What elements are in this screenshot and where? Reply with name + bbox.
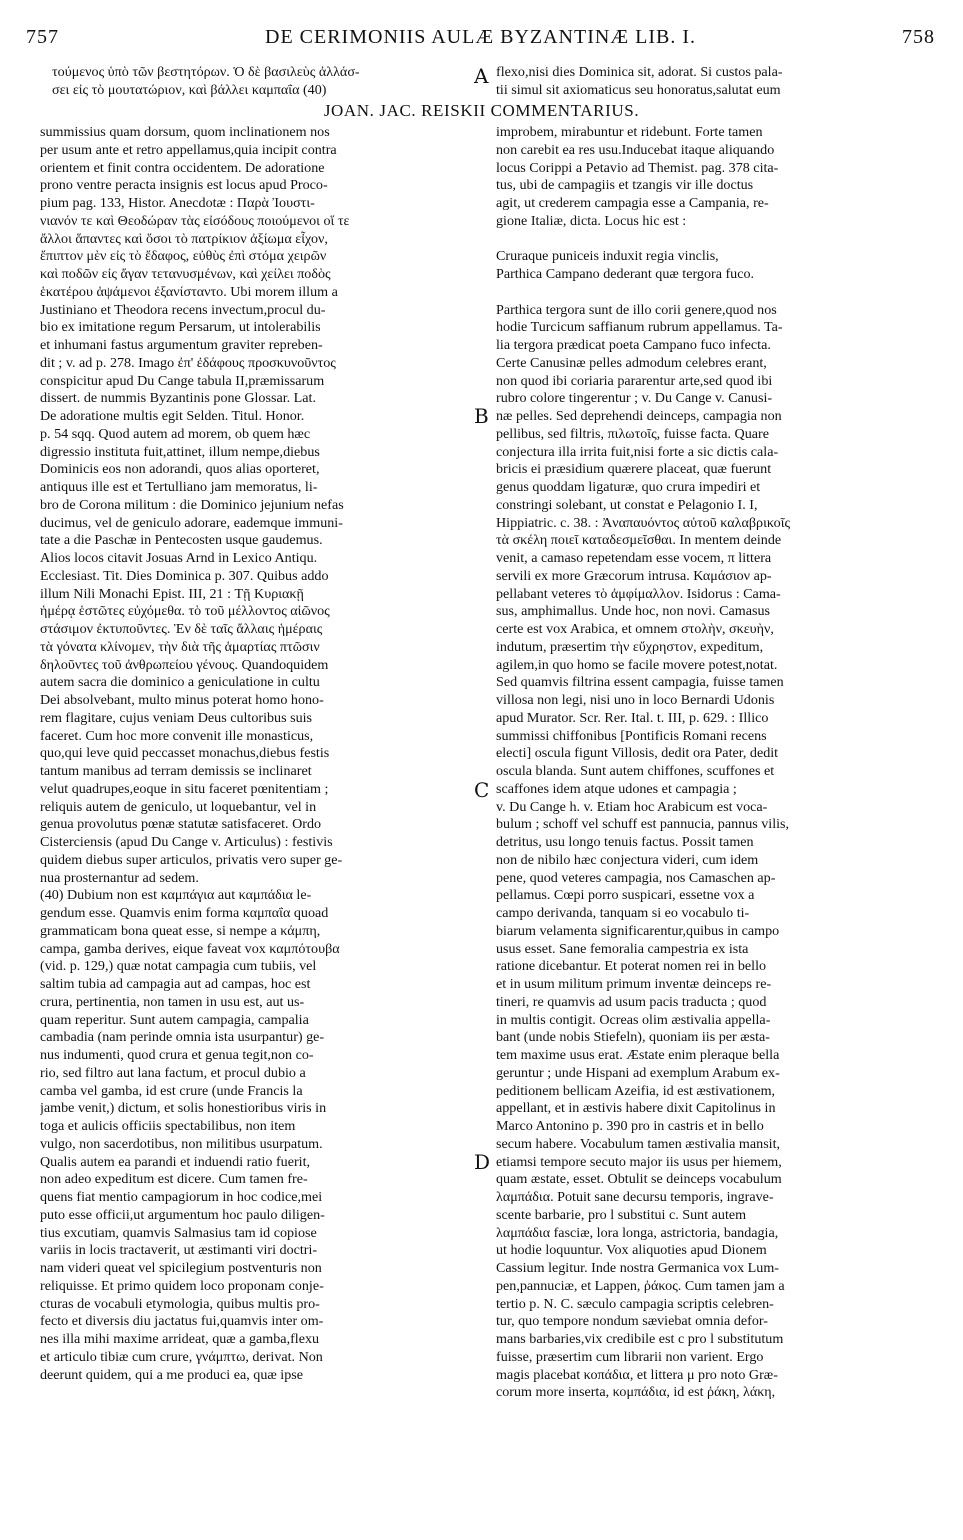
- text-line: genus quoddam ligaturæ, quo crura impediri et: [496, 479, 761, 495]
- text-line: Certe Canusinæ pelles admodum celebres erant,: [496, 354, 767, 371]
- text-line: Qualis autem ea parandi et induendi ratio fuerit,: [40, 1153, 311, 1170]
- text-line: locus Corippi a Petavio ad Themist. pag. 378 cita-: [496, 159, 779, 176]
- text-line: cambadia (nam perinde omnia ista usurpantur) ge-: [40, 1029, 325, 1046]
- margin-mark-b: B: [474, 404, 489, 428]
- text-line: [496, 231, 926, 249]
- text-line: apud Murator. Scr. Rer. Ital. t. III, p. 629. : Illico: [496, 709, 769, 726]
- text-line: grammaticam bona queat esse, si nempe a κάμπη,: [40, 922, 321, 939]
- text-line: tantum manibus ad terram demissis se inclinaret: [40, 763, 312, 779]
- text-line: Cassium legitur. Inde nostra Germanica vox Lum-: [496, 1260, 779, 1276]
- text-line: crura, pertinentia, non tamen in usu est, aut us-: [40, 993, 305, 1010]
- text-line: orientem et finit contra occidentem. De adoratione: [40, 159, 325, 176]
- commentary-column-left: [40, 124, 472, 1384]
- text-line: tur, quo tempore nondum sæviebat omnia defor-: [496, 1313, 768, 1330]
- text-line: (vid. p. 129,) quæ notat campagia cum tubiis, vel: [40, 958, 317, 975]
- text-line: digressio instituta fuit,attinet, illum nempe,diebus: [40, 443, 320, 460]
- page-number-right: 758: [902, 26, 935, 48]
- text-line: per usum ante et retro appellamus,quia incipit contra: [40, 141, 337, 158]
- text-line: νιανόν τε καὶ Θεοδώραν τὰς εἰσόδους ποιούμενοι οἵ τε: [40, 212, 350, 229]
- text-line: et inhumani fastus argumentum graviter repreben-: [40, 337, 323, 353]
- text-line: peditionem bellicam Azeifia, id est æstivationem,: [496, 1082, 776, 1099]
- text-line: næ pelles. Sed deprehendi deinceps, campagia non: [496, 408, 782, 424]
- text-line: ducimus, vel de geniculo adorare, eademque immuni-: [40, 514, 343, 531]
- text-line: geruntur ; unde Hispani ad exemplum Arabum ex-: [496, 1064, 780, 1081]
- text-line: ἑκατέρου ἁψάμενοι ἐξανίσταντο. Ubi morem illum a: [40, 283, 338, 300]
- text-line: quens fiat mentio campagiorum in hoc codice,mei: [40, 1189, 323, 1205]
- text-line: τὰ σκέλη ποιεῖ καταδεσμεῖσθαι. In mentem deinde: [496, 532, 782, 549]
- page-number-left: 757: [26, 26, 59, 48]
- text-line: pellamus. Cœpi porro suspicari, essetne vox a: [496, 887, 755, 904]
- text-line: Alios locos citavit Josuas Arnd in Lexico Antiqu.: [40, 550, 318, 566]
- text-line: toga et aulicis officiis spectabilibus, non item: [40, 1118, 296, 1134]
- text-line: gendum esse. Quamvis enim forma καμπαΐα quoad: [40, 905, 329, 921]
- text-line: nus indumenti, quod crura et genua tegit,non co-: [40, 1047, 314, 1063]
- text-line: Parthica tergora sunt de illo corii genere,quod nos: [496, 301, 777, 318]
- text-line: (40) Dubium non est καμπάγια aut καμπάδια le-: [40, 887, 312, 904]
- text-line: ἔπιπτον μὲν εἰς τὸ ἔδαφος, εὐθὺς ἐπὶ στόμα χειρῶν: [40, 248, 327, 265]
- text-line: quo,qui leve quid peccasset monachus,diebus festis: [40, 745, 330, 762]
- text-line: et in usum militum primum inventæ deinceps re-: [496, 976, 772, 992]
- text-line: autem sacra die dominico a geniculatione in cultu: [40, 674, 320, 691]
- text-line: et articulo tibiæ cum crure, γνάμπτω, derivat. Non: [40, 1348, 323, 1365]
- text-line: certe est vox Arabica, et omnem στολὴν, σκευὴν,: [496, 621, 774, 637]
- text-line: agit, ut crederem campagia esse a Campania, re-: [496, 195, 769, 211]
- text-line: ut hodie loquuntur. Vox aliquoties apud Dionem: [496, 1242, 767, 1259]
- text-line: velut quadrupes,eoque in situ faceret pœnitentiam ;: [40, 780, 329, 797]
- text-line: electi] oscula figunt Villosis, dedit ora Pater, dedit: [496, 745, 779, 762]
- text-line: magis placebat κοπάδια, et littera μ pro noto Græ-: [496, 1366, 778, 1383]
- text-line: cturas de vocabuli etymologia, quibus multis pro-: [40, 1295, 320, 1312]
- text-line: bio ex imitatione regum Persarum, ut intolerabilis: [40, 319, 321, 336]
- text-line: agilem,in quo homo se facile movere potest,notat.: [496, 656, 778, 673]
- text-line: conspicitur apud Du Cange tabula II,præmissarum: [40, 372, 325, 389]
- text-line: in multis contigit. Ocreas olim æstivalia appella-: [496, 1011, 771, 1028]
- text-line: dit ; v. ad p. 278. Imago ἐπ' ἐδάφους προσκυνοῦντος: [40, 354, 336, 371]
- text-line: illum Nili Monachi Epist. III, 21 : Τῇ Κυριακῇ: [40, 585, 304, 602]
- text-line: oscula blanda. Sunt autem chiffones, scuffones et: [496, 763, 775, 779]
- text-line: reliquis autem de geniculo, ut loquebantur, vel in: [40, 798, 317, 815]
- text-line: λαμπάδια fasciæ, lora longa, astrictoria, bandagia,: [496, 1224, 779, 1241]
- margin-mark-c: C: [474, 778, 490, 802]
- text-line: Marco Antonino p. 390 pro in castris et in bello: [496, 1118, 764, 1134]
- text-line: hodie Turcicum saffianum rubrum appellamus. Ta-: [496, 319, 783, 336]
- text-line: De adoratione multis egit Selden. Titul. Honor.: [40, 408, 305, 424]
- text-line: tertio p. N. C. sæculo campagia scriptis celebren-: [496, 1295, 774, 1312]
- text-line: tineri, re quamvis ad usum pacis traducta ; quod: [496, 993, 767, 1010]
- text-line: constringi solebant, ut constat e Pelagonio I. I,: [496, 496, 758, 513]
- text-line: pene, quod veteres campagia, nos Camaschen ap-: [496, 869, 776, 886]
- text-line: Dei absolvebant, multo minus poterat homo hono-: [40, 692, 324, 708]
- text-line: bricis ei præsidium quærere placeat, quæ fuerunt: [496, 461, 772, 478]
- text-line: bant (unde nobis Stiefeln), quoniam iis per æsta-: [496, 1029, 770, 1046]
- text-line: tus, ubi de campagiis et tzangis vir ille doctus: [496, 177, 754, 194]
- text-line: quam reperitur. Sunt autem campagia, campalia: [40, 1011, 309, 1028]
- text-line: [496, 284, 926, 302]
- text-line: flexo,nisi dies Dominica sit, adorat. Si custos pala-: [496, 64, 783, 80]
- text-line: indutum, præsertim τὴν εὔχρηστον, expeditum,: [496, 638, 764, 655]
- latin-translation-top: [496, 64, 926, 100]
- text-line: pium pag. 133, Histor. Anecdotæ : Παρὰ Ἰουστι-: [40, 195, 315, 211]
- text-line: τούμενος ὑπὸ τῶν βεστητόρων. Ὁ δὲ βασιλεὺς ἀλλάσ-: [52, 64, 360, 80]
- text-line: ἡμέρᾳ ἑστῶτες εὐχόμεθα. τὸ τοῦ μέλλοντος αἰῶνος: [40, 603, 330, 620]
- text-line: faceret. Cum hoc more convenit ille monasticus,: [40, 727, 314, 744]
- text-line: camba vel gamba, id est crure (unde Francis la: [40, 1082, 303, 1099]
- text-line: rem flagitare, cujus veniam Deus cultoribus suis: [40, 709, 313, 726]
- text-line: λαμπάδια. Potuit sane decursu temporis, ingrave-: [496, 1189, 774, 1205]
- text-line: nam videri queat vel spicilegium postventuris non: [40, 1260, 322, 1276]
- text-line: improbem, mirabuntur et ridebunt. Forte tamen: [496, 124, 763, 140]
- text-line: Cruraque puniceis induxit regia vinclis,: [496, 248, 719, 265]
- text-line: venit, a camaso repetendam esse vocem, π littera: [496, 550, 772, 566]
- text-line: pellabant veteres τὸ ἀμφίμαλλον. Isidorus : Cama-: [496, 585, 781, 602]
- text-line: pellibus, sed filtris, πιλωτοῖς, fuisse facta. Quare: [496, 425, 769, 442]
- text-line: non carebit ea res usu.Inducebat itaque aliquando: [496, 141, 775, 158]
- text-line: nua prosternantur ad sedem.: [40, 869, 199, 886]
- text-line: nes illa mihi maxime arrideat, quæ a gamba,flexu: [40, 1331, 320, 1347]
- text-line: usus esset. Sane femoralia campestria ex ista: [496, 940, 749, 957]
- text-line: v. Du Cange h. v. Etiam hoc Arabicum est voca-: [496, 798, 768, 815]
- text-line: sus, amphimallus. Unde hoc, non novi. Camasus: [496, 603, 771, 620]
- text-line: conjectura illa irrita fuit,nisi forte a sic dictis cala-: [496, 443, 779, 460]
- text-line: puto esse officii,ut argumentum hoc paulo diligen-: [40, 1206, 325, 1223]
- commentary-title: JOAN. JAC. REISKII COMMENTARIUS.: [323, 101, 640, 120]
- text-line: ratione dicebantur. Et poterat nomen rei in bello: [496, 958, 767, 975]
- text-line: summissi chiffonibus [Pontificis Romani recens: [496, 727, 767, 744]
- text-line: antiquus ille est et Tertulliano jam memoratus, li-: [40, 479, 318, 495]
- text-line: fecto et diversis diu jactatus fui,quamvis inter om-: [40, 1313, 324, 1330]
- text-line: rubro colore tingerentur ; v. Du Cange v. Canusi-: [496, 390, 773, 407]
- text-line: tius excutiam, quamvis Salmasius tam id copiose: [40, 1224, 317, 1241]
- running-title: DE CERIMONIIS AULÆ BYZANTINÆ LIB. I.: [265, 26, 696, 48]
- text-line: pen,pannuciæ, et Lappen, ῥάκος. Cum tamen jam a: [496, 1277, 785, 1294]
- text-line: quam æstate, esset. Obtulit se deinceps vocabulum: [496, 1171, 782, 1188]
- text-line: secum habere. Vocabulum tamen æstivalia mansit,: [496, 1135, 781, 1152]
- commentary-column-right: [496, 124, 926, 1402]
- text-line: non de nibilo hæc conjectura videri, cum idem: [496, 851, 759, 868]
- text-line: σει εἰς τὸ μουτατώριον, καὶ βάλλει καμπαΐα (40): [52, 81, 327, 98]
- text-line: campo derivanda, tanquam si eo vocabulo ti-: [496, 905, 750, 921]
- text-line: tate a die Paschæ in Pentecosten usque gaudemus.: [40, 532, 323, 549]
- text-line: καὶ ποδῶν εἰς ἄγαν τετανυσμένων, καὶ χείλει ποδὸς: [40, 266, 331, 282]
- text-line: appellant, et in æstivis habere dixit Capitolinus in: [496, 1100, 776, 1117]
- text-line: non quod ibi coriaria pararentur arte,sed quod ibi: [496, 372, 773, 389]
- text-line: servili ex more Græcorum intrusa. Καμάσιον ap-: [496, 567, 772, 584]
- text-line: biarum velamenta significarentur,quibus in campo: [496, 922, 780, 939]
- text-line: Ecclesiast. Tit. Dies Dominica p. 307. Quibus addo: [40, 567, 329, 584]
- text-line: scente barbarie, pro l substitui c. Sunt autem: [496, 1206, 747, 1223]
- running-header: [26, 26, 935, 54]
- text-line: lia tergora prædicat poeta Campano fuco infecta.: [496, 337, 771, 353]
- text-line: στάσιμον ἐκτυποῦντες. Ἐν δὲ ταῖς ἄλλαις ἡμέραις: [40, 621, 323, 637]
- text-line: corum more inserta, κομπάδια, id est ῥάκη, λάκη,: [496, 1384, 776, 1401]
- text-line: τὰ γόνατα κλίνομεν, τὴν διὰ τῆς ἁμαρτίας πτῶσιν: [40, 638, 320, 655]
- text-line: ἄλλοι ἅπαντες καὶ ὅσοι τὸ πατρίκιον ἀξίωμα εἶχον,: [40, 230, 328, 247]
- text-line: non adeo expeditum est dicere. Cum tamen fre-: [40, 1171, 308, 1188]
- text-line: reliquisse. Et primo quidem loco proponam conje-: [40, 1277, 324, 1294]
- text-line: detritus, usu longo tenuis factus. Possit tamen: [496, 834, 754, 850]
- margin-mark-d: D: [474, 1150, 491, 1174]
- text-line: prono ventre peracta insignis est locus apud Proco-: [40, 177, 328, 194]
- text-line: vulgo, non sacerdotibus, non militibus usurpatum.: [40, 1135, 323, 1152]
- text-line: etiamsi tempore secuto major iis usus per hiemem,: [496, 1153, 782, 1170]
- text-line: gione Italiæ, dicta. Locus hic est :: [496, 212, 687, 229]
- text-line: tem maxime usus erat. Æstate enim pleraque bella: [496, 1047, 780, 1063]
- text-line: Hippiatric. c. 38. : Ἀναπαυόντος αὐτοῦ καλαβρικοῖς: [496, 514, 791, 531]
- text-line: genua provolutus pœnæ statutæ satisfaceret. Ordo: [40, 816, 322, 833]
- text-line: scaffones idem atque udones et campagia ;: [496, 780, 737, 797]
- text-line: campa, gamba derives, eique faveat vox καμπότουβα: [40, 940, 340, 957]
- text-line: summissius quam dorsum, quom inclinationem nos: [40, 124, 330, 140]
- margin-mark-a: A: [474, 64, 489, 88]
- greek-text-top: [52, 64, 462, 100]
- text-line: variis in locis tractaverit, ut æstimanti viri doctri-: [40, 1242, 318, 1259]
- text-line: villosa non legi, nisi uno in loco Bernardi Udonis: [496, 692, 775, 708]
- text-line: bulum ; schoff vel schuff est pannucia, pannus vilis,: [496, 816, 790, 833]
- text-line: dissert. de nummis Byzantinis pone Glossar. Lat.: [40, 390, 316, 407]
- text-line: Dominicis eos non adorandi, quos alias oporteret,: [40, 461, 320, 478]
- text-line: quidem diebus super articulos, privatis vero super ge-: [40, 851, 343, 868]
- text-line: rio, sed filtro aut lana factum, et procul dubio a: [40, 1064, 306, 1081]
- text-line: p. 54 sqq. Quod autem ad morem, ob quem hæc: [40, 425, 311, 442]
- text-line: saltim tubia ad campagia aut ad campas, hoc est: [40, 976, 311, 992]
- text-line: Sed quamvis filtrina essent campagia, fuisse tamen: [496, 674, 784, 691]
- text-line: deerunt quidem, qui a me produci ea, quæ ipse: [40, 1366, 304, 1383]
- text-line: bro de Corona militum : die Dominico jejunium nefas: [40, 496, 344, 513]
- text-line: δηλοῦντες τοῦ ἀνθρωπείου γένους. Quandoquidem: [40, 656, 329, 673]
- text-line: Parthica Campano dederant quæ tergora fuco.: [496, 266, 755, 282]
- text-line: tii simul sit axiomaticus seu honoratus,salutat eum: [496, 81, 781, 98]
- text-line: Justiniano et Theodora recens invectum,procul du-: [40, 301, 326, 318]
- text-line: mans barbaries,vix credibile est c pro l substitutum: [496, 1331, 784, 1347]
- text-line: Cisterciensis (apud Du Cange v. Articulus) : festivis: [40, 834, 333, 850]
- text-line: jambe venit,) dictum, et solis honestioribus viris in: [40, 1100, 327, 1117]
- text-line: fuisse, præsertim cum librarii non varient. Ergo: [496, 1348, 764, 1365]
